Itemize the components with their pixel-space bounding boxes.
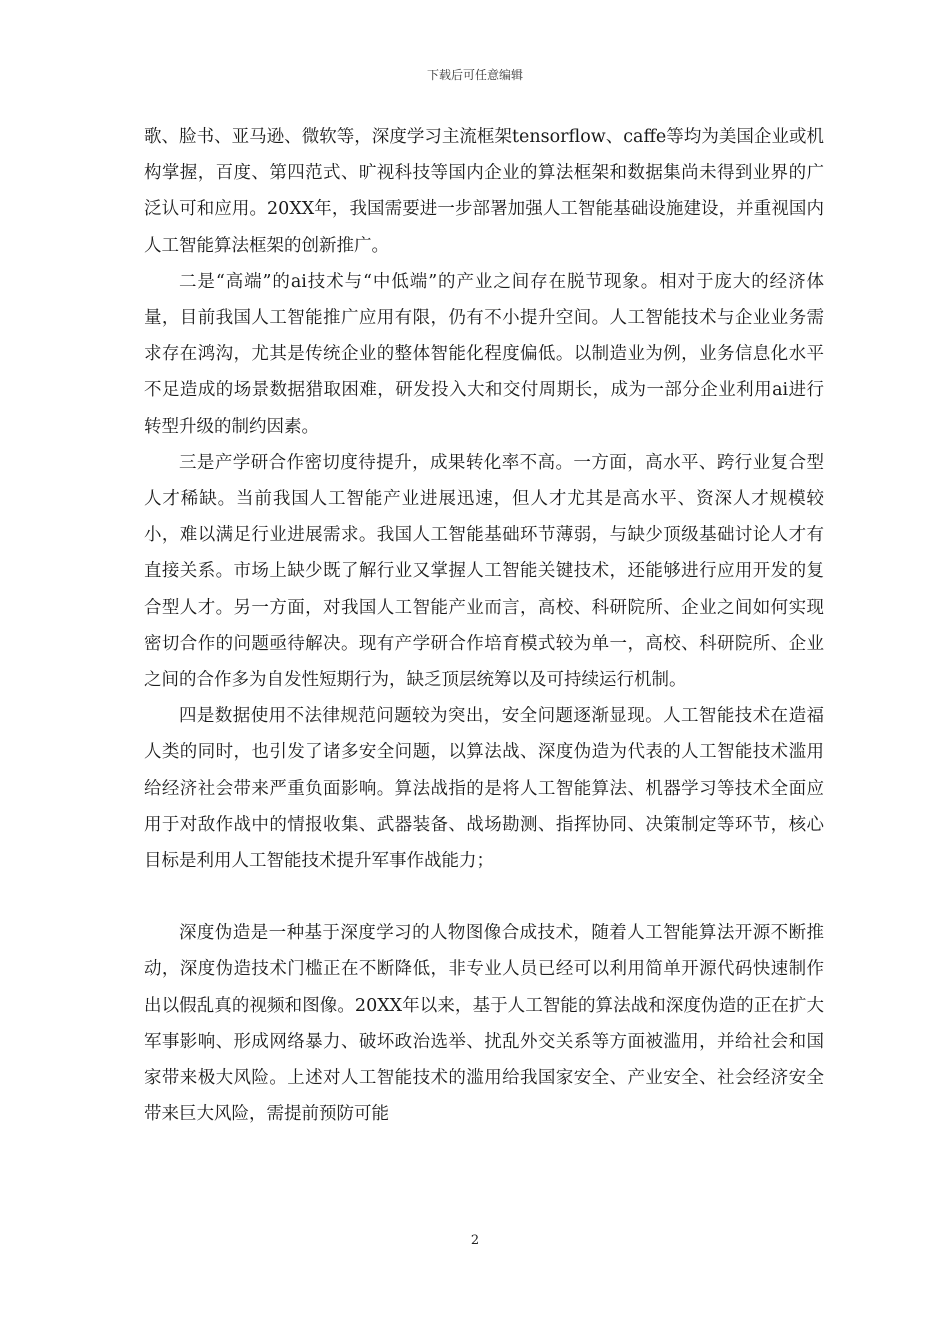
page-header	[0, 67, 950, 83]
header-text: 下载后可任意编辑	[426, 68, 523, 82]
paragraph-point-two: 二是“高端”的ai技术与“中低端”的产业之间存在脱节现象。相对于庞大的经济体量，目前我国人工智能推广应用有限，仍有不小提升空间。人工智能技术与企业业务需求存在鸿沟，尤其是传统企业的整体智能化程度偏低。以制造业为例，业务信息化水平不足造成的场景数据猎取困难，研发投入大和交付周期长，成为一部分企业利用ai进行转型升级的制约因素。	[144, 271, 824, 437]
paragraph-point-three: 三是产学研合作密切度待提升，成果转化率不高。一方面，高水平、跨行业复合型人才稀缺。当前我国人工智能产业进展迅速，但人才尤其是高水平、资深人才规模较小，难以满足行业进展需求。我国人工智能基础环节薄弱，与缺少顶级基础讨论人才有直接关系。市场上缺少既了解行业又掌握人工智能关键技术，还能够进行应用开发的复合型人才。另一方面，对我国人工智能产业而言，高校、科研院所、企业之间如何实现密切合作的问题亟待解决。现有产学研合作培育模式较为单一，高校、科研院所、企业之间的合作多为自发性短期行为，缺乏顶层统筹以及可持续运行机制。	[144, 452, 824, 691]
paragraph-continuation: 歌、脸书、亚马逊、微软等，深度学习主流框架tensorflow、caffe等均为美国企业或机构掌握，百度、第四范式、旷视科技等国内企业的算法框架和数据集尚未得到业界的广泛认可和应用。20XX年，我国需要进一步部署加强人工智能基础设施建设，并重视国内人工智能算法框架的创新推广。	[144, 127, 824, 256]
document-body	[144, 119, 824, 1132]
page-footer	[0, 1233, 950, 1249]
page-number: 2	[470, 1233, 480, 1248]
paragraph-point-four: 四是数据使用不法律规范问题较为突出，安全问题逐渐显现。人工智能技术在造福人类的同时，也引发了诸多安全问题，以算法战、深度伪造为代表的人工智能技术滥用给经济社会带来严重负面影响。算法战指的是将人工智能算法、机器学习等技术全面应用于对敌作战中的情报收集、武器装备、战场勘测、指挥协同、决策制定等环节，核心目标是利用人工智能技术提升军事作战能力；	[144, 706, 824, 872]
paragraph-deepfake: 深度伪造是一种基于深度学习的人物图像合成技术，随着人工智能算法开源不断推动，深度伪造技术门槛正在不断降低，非专业人员已经可以利用简单开源代码快速制作出以假乱真的视频和图像。20XX年以来，基于人工智能的算法战和深度伪造的正在扩大军事影响、形成网络暴力、破坏政治选举、扰乱外交关系等方面被滥用，并给社会和国家带来极大风险。上述对人工智能技术的滥用给我国家安全、产业安全、社会经济安全带来巨大风险，需提前预防可能	[144, 923, 824, 1125]
